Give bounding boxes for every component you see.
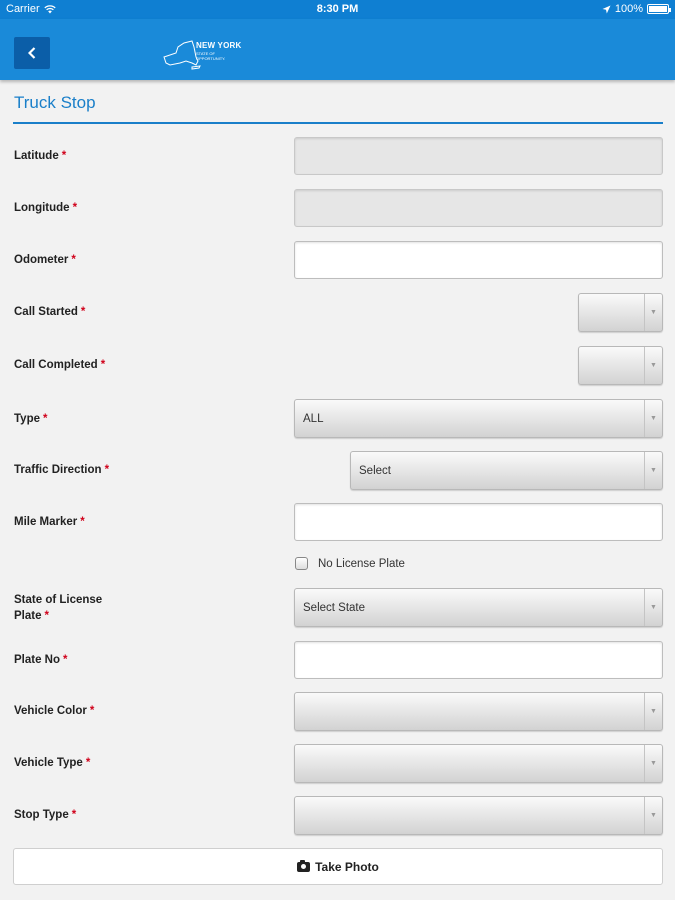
required-marker: *	[100, 359, 106, 371]
odometer-field[interactable]	[294, 241, 663, 279]
type-select[interactable]	[294, 399, 663, 438]
call-started-select[interactable]	[578, 293, 663, 332]
mile-marker-field[interactable]	[294, 503, 663, 541]
type-value: ALL	[303, 412, 324, 425]
required-marker: *	[80, 516, 85, 528]
chevron-down-icon: ▼	[644, 294, 662, 331]
latitude-field[interactable]	[294, 137, 663, 175]
status-bar	[0, 0, 675, 19]
mile-marker-label: Mile Marker *	[14, 516, 85, 528]
chevron-down-icon: ▼	[644, 797, 662, 834]
state-of-license-plate-label: State of License Plate *	[14, 594, 103, 622]
clock: 8:30 PM	[316, 3, 359, 15]
call-completed-label: Call Completed *	[14, 359, 106, 371]
chevron-left-icon	[28, 47, 36, 59]
required-marker: *	[71, 809, 77, 821]
required-marker: *	[63, 654, 68, 666]
carrier-label: Carrier	[6, 3, 40, 15]
logo-title: NEW YORK	[196, 41, 242, 50]
traffic-direction-value: Select	[359, 464, 391, 477]
stop-type-label: Stop Type *	[14, 809, 77, 821]
state-of-license-plate-select[interactable]	[294, 588, 663, 627]
required-marker: *	[72, 202, 78, 214]
longitude-field[interactable]	[294, 189, 663, 227]
plate-no-field[interactable]	[294, 641, 663, 679]
vehicle-type-label: Vehicle Type *	[14, 757, 91, 769]
back-button[interactable]	[14, 37, 50, 69]
title-divider	[13, 122, 663, 124]
take-photo-label: Take Photo	[315, 859, 379, 874]
take-photo-button[interactable]	[13, 848, 663, 885]
page-title: Truck Stop	[14, 93, 96, 112]
required-marker: *	[71, 254, 76, 266]
required-marker: *	[89, 705, 95, 717]
no-license-plate-label: No License Plate	[318, 557, 405, 570]
chevron-down-icon: ▼	[644, 589, 662, 626]
state-of-license-plate-value: Select State	[303, 601, 366, 614]
chevron-down-icon: ▼	[644, 693, 662, 730]
logo-subtitle: STATE OF OPPORTUNITY.	[196, 51, 226, 61]
call-started-label: Call Started *	[14, 306, 86, 318]
status-right	[602, 3, 669, 15]
latitude-label: Latitude *	[14, 150, 67, 162]
call-completed-select[interactable]	[578, 346, 663, 385]
location-arrow-icon	[602, 5, 611, 14]
vehicle-color-label: Vehicle Color *	[14, 705, 95, 717]
required-marker: *	[61, 150, 67, 162]
traffic-direction-select[interactable]	[350, 451, 663, 490]
nys-logo	[162, 39, 242, 75]
chevron-down-icon: ▼	[644, 400, 662, 437]
vehicle-type-select[interactable]	[294, 744, 663, 783]
chevron-down-icon: ▼	[644, 347, 662, 384]
required-marker: *	[85, 757, 91, 769]
longitude-label: Longitude *	[14, 202, 78, 214]
required-marker: *	[44, 610, 49, 622]
chevron-down-icon: ▼	[644, 745, 662, 782]
camera-icon	[297, 862, 310, 872]
type-label: Type *	[14, 413, 48, 425]
battery-percent: 100%	[614, 3, 643, 15]
chevron-down-icon: ▼	[644, 452, 662, 489]
no-license-plate-checkbox[interactable]	[295, 557, 308, 570]
traffic-direction-label: Traffic Direction *	[14, 464, 110, 476]
required-marker: *	[43, 413, 48, 425]
required-marker: *	[80, 306, 86, 318]
battery-icon	[647, 4, 669, 14]
vehicle-color-select[interactable]	[294, 692, 663, 731]
odometer-label: Odometer *	[14, 254, 76, 266]
stop-type-select[interactable]	[294, 796, 663, 835]
required-marker: *	[104, 464, 110, 476]
no-license-plate-row[interactable]	[295, 557, 405, 570]
plate-no-label: Plate No *	[14, 654, 68, 666]
nav-bar	[0, 19, 675, 80]
